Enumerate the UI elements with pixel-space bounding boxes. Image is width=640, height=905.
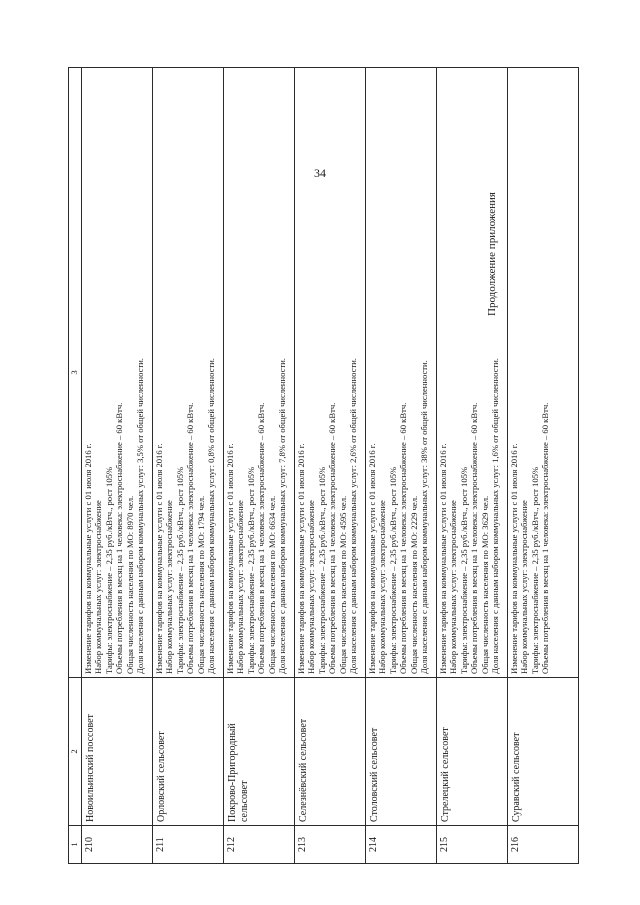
tariff-description (224, 68, 295, 678)
page-number: 34 (314, 166, 326, 180)
municipality-name: Новоильинский поссовет (82, 678, 153, 826)
continuation-label: Продолжение приложения (486, 192, 498, 316)
tariff-description (366, 68, 437, 678)
description-line: Изменение тарифов на коммунальные услуги с 01 июля 2016 г. (225, 443, 235, 674)
tariff-description (295, 68, 366, 678)
description-line: Тарифы: электроснабжение – 2,35 руб./кВтч., рост 105% (387, 466, 398, 674)
tariff-description (153, 68, 224, 678)
description-line: Набор коммунальных услуг: электроснабжение (235, 500, 246, 674)
tariff-description (508, 68, 579, 678)
table-row (295, 68, 366, 864)
description-line: Доля населения с данным набором коммунальных услуг: 38% от общей численности. (419, 360, 430, 674)
description-line: Общая численность населения по МО: 6634 чел. (266, 495, 277, 674)
table-row (508, 68, 579, 864)
table-row (437, 68, 508, 864)
table-header-row (69, 68, 82, 864)
description-line: Изменение тарифов на коммунальные услуги с 01 июля 2016 г. (509, 443, 519, 674)
description-line: Тарифы: электроснабжение – 2,35 руб./кВтч., рост 105% (103, 466, 114, 674)
description-line: Изменение тарифов на коммунальные услуги с 01 июля 2016 г. (154, 443, 164, 674)
description-line: Набор коммунальных услуг: электроснабжение (448, 500, 459, 674)
header-col-2: 2 (69, 678, 82, 826)
description-line: Изменение тарифов на коммунальные услуги с 01 июля 2016 г. (83, 443, 93, 674)
row-number: 213 (295, 826, 366, 864)
description-line: Общая численность населения по МО: 2229 чел. (408, 495, 419, 674)
row-number: 216 (508, 826, 579, 864)
table-row (82, 68, 153, 864)
description-line: Набор коммунальных услуг: электроснабжение (519, 500, 530, 674)
description-line: Объемы потребления в месяц на 1 человека: электроснабжение – 60 кВтч. (185, 402, 196, 674)
row-number: 212 (224, 826, 295, 864)
header-col-1: 1 (69, 826, 82, 864)
tariff-description (82, 68, 153, 678)
description-line: Объемы потребления в месяц на 1 человека: электроснабжение – 60 кВтч. (398, 402, 409, 674)
municipality-name: Селезнёвский сельсовет (295, 678, 366, 826)
municipality-name: Орловский сельсовет (153, 678, 224, 826)
tariff-description (437, 68, 508, 678)
description-line: Тарифы: электроснабжение – 2,35 руб./кВтч., рост 105% (458, 466, 469, 674)
description-line: Объемы потребления в месяц на 1 человека: электроснабжение – 60 кВтч. (327, 402, 338, 674)
description-line: Тарифы: электроснабжение – 2,35 руб./кВтч., рост 105% (245, 466, 256, 674)
description-line: Объемы потребления в месяц на 1 человека: электроснабжение – 60 кВтч. (256, 402, 267, 674)
description-line: Тарифы: электроснабжение – 2,35 руб./кВтч., рост 105% (174, 466, 185, 674)
description-line: Набор коммунальных услуг: электроснабжение (93, 500, 104, 674)
description-line: Объемы потребления в месяц на 1 человека: электроснабжение – 60 кВтч. (540, 402, 551, 674)
description-line: Доля населения с данным набором коммунальных услуг: 7,8% от общей численности. (277, 358, 288, 674)
description-line: Доля населения с данным набором коммунальных услуг: 3,5% от общей численности. (135, 358, 146, 674)
description-line: Общая численность населения по МО: 8970 чел. (124, 495, 135, 674)
description-line: Набор коммунальных услуг: электроснабжение (164, 500, 175, 674)
municipality-name: Покрово-Пригородный сельсовет (224, 678, 295, 826)
row-number: 215 (437, 826, 508, 864)
table-body (82, 68, 579, 864)
table-row (366, 68, 437, 864)
description-line: Объемы потребления в месяц на 1 человека: электроснабжение – 60 кВтч. (114, 402, 125, 674)
description-line: Общая численность населения по МО: 3629 чел. (479, 495, 490, 674)
description-line: Доля населения с данным набором коммунальных услуг: 2,6% от общей численности. (348, 358, 359, 674)
description-line: Тарифы: электроснабжение – 2,35 руб./кВтч., рост 105% (316, 466, 327, 674)
description-line: Тарифы: электроснабжение – 2,35 руб./кВтч., рост 105% (529, 466, 540, 674)
description-line: Доля населения с данным набором коммунальных услуг: 0,8% от общей численности. (206, 358, 217, 674)
description-line: Набор коммунальных услуг: электроснабжение (306, 500, 317, 674)
table-row (224, 68, 295, 864)
tariff-table (68, 67, 579, 864)
row-number: 210 (82, 826, 153, 864)
description-line: Объемы потребления в месяц на 1 человека: электроснабжение – 60 кВтч. (469, 402, 480, 674)
row-number: 211 (153, 826, 224, 864)
description-line: Изменение тарифов на коммунальные услуги с 01 июля 2016 г. (296, 443, 306, 674)
description-line: Изменение тарифов на коммунальные услуги с 01 июля 2016 г. (438, 443, 448, 674)
municipality-name: Стрелецкий сельсовет (437, 678, 508, 826)
description-line: Набор коммунальных услуг: электроснабжение (377, 500, 388, 674)
table-row (153, 68, 224, 864)
municipality-name: Столовский сельсовет (366, 678, 437, 826)
description-line: Доля населения с данным набором коммунальных услуг: 1,6% от общей численности. (490, 358, 501, 674)
municipality-name: Суравский сельсовет (508, 678, 579, 826)
description-line: Общая численность населения по МО: 4595 чел. (337, 495, 348, 674)
description-line: Общая численность населения по МО: 1794 чел. (195, 495, 206, 674)
description-line: Изменение тарифов на коммунальные услуги с 01 июля 2016 г. (367, 443, 377, 674)
header-col-3: 3 (69, 68, 82, 678)
row-number: 214 (366, 826, 437, 864)
